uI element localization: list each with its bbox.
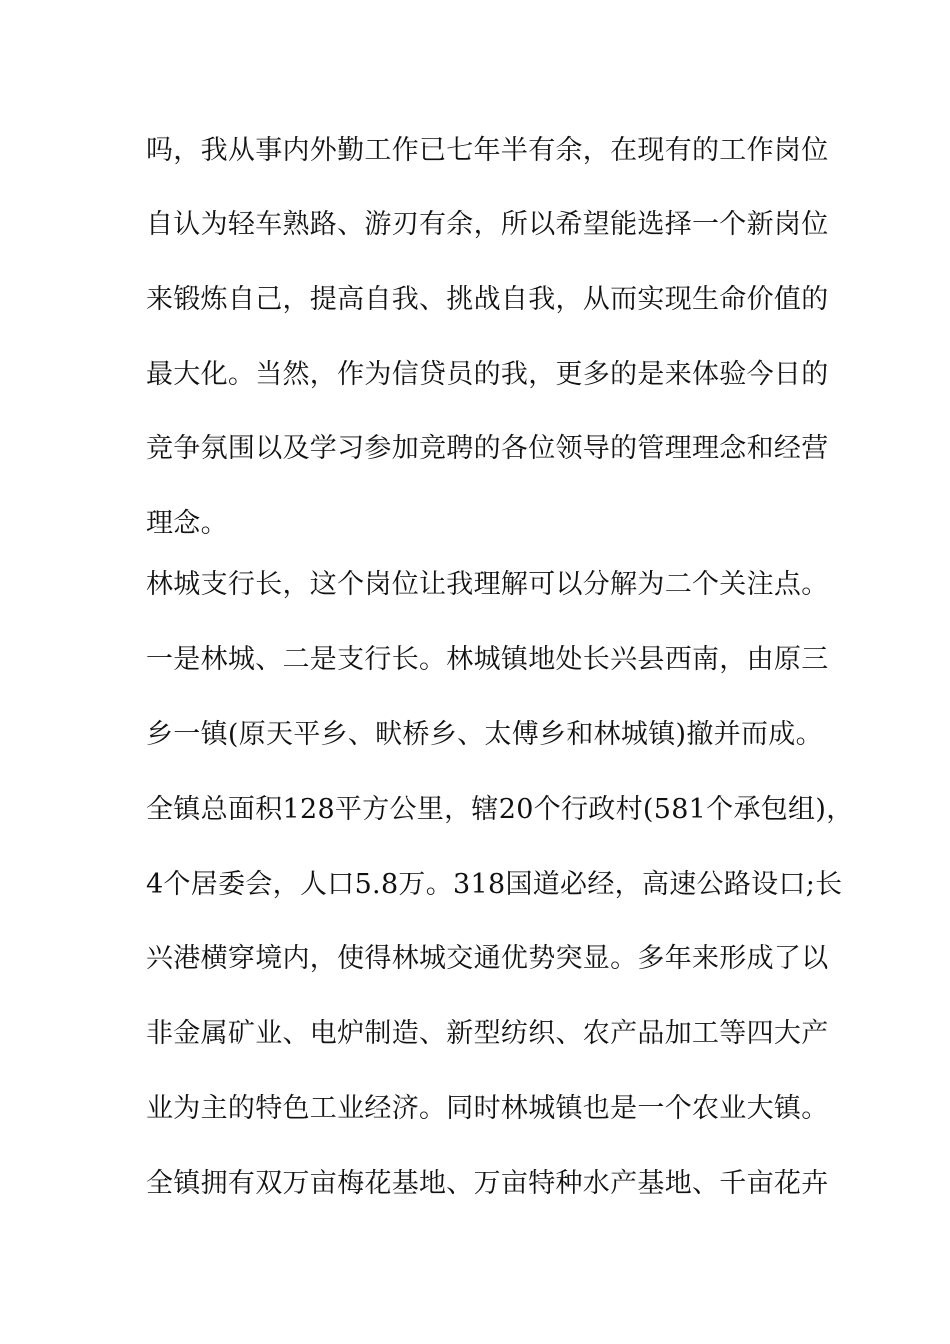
text-line: 一是林城、二是支行长。林城镇地处长兴县西南，由原三 <box>146 644 829 675</box>
text-line: 吗，我从事内外勤工作已七年半有余，在现有的工作岗位 <box>146 135 829 166</box>
text-line: 自认为轻车熟路、游刃有余，所以希望能选择一个新岗位 <box>146 209 829 240</box>
text-line: 全镇拥有双万亩梅花基地、万亩特种水产基地、千亩花卉 <box>146 1168 829 1199</box>
text-line: 全镇总面积128平方公里，辖20个行政村(581个承包组)， <box>146 794 854 825</box>
text-line: 非金属矿业、电炉制造、新型纺织、农产品加工等四大产 <box>146 1018 829 1049</box>
text-line: 兴港横穿境内，使得林城交通优势突显。多年来形成了以 <box>146 943 829 974</box>
text-line: 来锻炼自己，提高自我、挑战自我，从而实现生命价值的 <box>146 284 829 315</box>
text-line: 最大化。当然，作为信贷员的我，更多的是来体验今日的 <box>146 359 829 390</box>
text-line: 乡一镇(原天平乡、畎桥乡、太傅乡和林城镇)撤并而成。 <box>146 719 823 750</box>
text-line: 林城支行长，这个岗位让我理解可以分解为二个关注点。 <box>146 569 829 600</box>
text-line: 4个居委会，人口5.8万。318国道必经，高速公路设口;长 <box>146 869 843 900</box>
text-line: 理念。 <box>146 508 228 539</box>
text-line: 业为主的特色工业经济。同时林城镇也是一个农业大镇。 <box>146 1093 829 1124</box>
text-line: 竞争氛围以及学习参加竞聘的各位领导的管理理念和经营 <box>146 433 829 464</box>
